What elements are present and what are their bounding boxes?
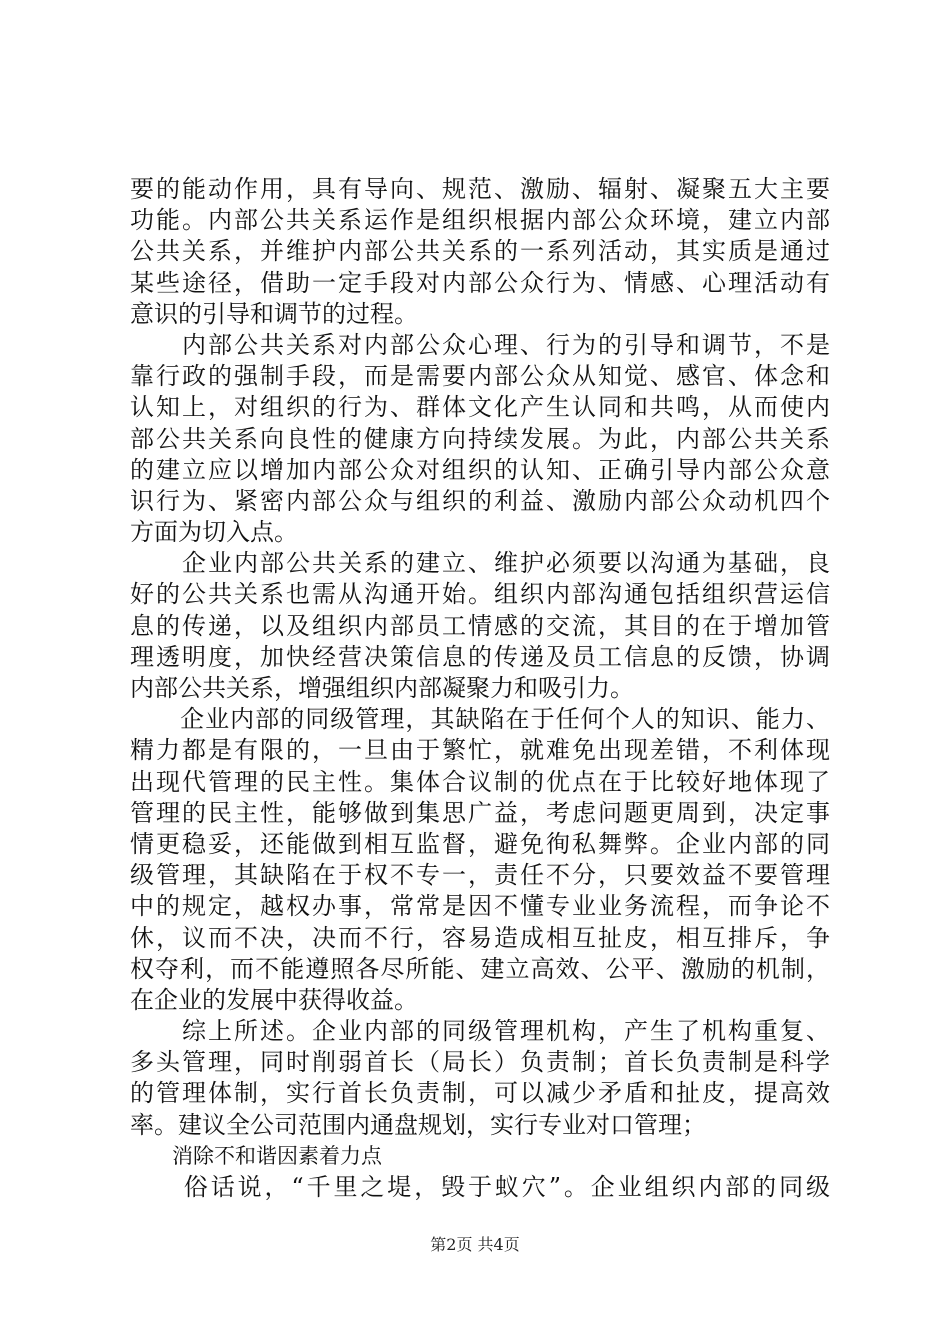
text-line: 某些途径，借助一定手段对内部公众行为、情感、心理活动有 xyxy=(130,268,830,297)
text-line: 息的传递，以及组织内部员工情感的交流，其目的在于增加管 xyxy=(130,611,830,640)
text-line: 多头管理，同时削弱首长（局长）负责制；首长负责制是科学 xyxy=(130,1048,830,1077)
text-line: 意识的引导和调节的过程。 xyxy=(130,299,418,328)
text-line: 权夺利，而不能遵照各尽所能、建立高效、公平、激励的机制， xyxy=(130,954,830,983)
text-line: 认知上，对组织的行为、群体文化产生认同和共鸣，从而使内 xyxy=(130,393,830,422)
text-line: 俗话说，“千里之堤，毁于蚁穴”。企业组织内部的同级 xyxy=(130,1173,830,1201)
text-line: 部公共关系向良性的健康方向持续发展。为此，内部公共关系 xyxy=(130,424,830,453)
text-line: 级管理，其缺陷在于权不专一，责任不分，只要效益不要管理 xyxy=(130,861,830,890)
body-text xyxy=(130,174,830,1203)
text-line: 情更稳妥，还能做到相互监督，避免徇私舞弊。企业内部的同 xyxy=(130,829,830,858)
text-line: 出现代管理的民主性。集体合议制的优点在于比较好地体现了 xyxy=(130,767,830,796)
text-line: 内部公共关系，增强组织内部凝聚力和吸引力。 xyxy=(130,674,634,702)
text-line: 靠行政的强制手段，而是需要内部公众从知觉、感官、体念和 xyxy=(130,362,830,391)
text-line: 率。建议全公司范围内通盘规划，实行专业对口管理； xyxy=(130,1110,706,1139)
text-line: 好的公共关系也需从沟通开始。组织内部沟通包括组织营运信 xyxy=(130,580,830,609)
text-line: 方面为切入点。 xyxy=(130,518,298,547)
section-heading: 消除不和谐因素着力点 xyxy=(130,1143,382,1168)
text-line: 的管理体制，实行首长负责制，可以减少矛盾和扯皮，提高效 xyxy=(130,1079,830,1108)
text-line: 内部公共关系对内部公众心理、行为的引导和调节，不是 xyxy=(130,330,830,359)
text-line: 企业内部的同级管理，其缺陷在于任何个人的知识、能力、 xyxy=(130,705,830,734)
text-line: 识行为、紧密内部公众与组织的利益、激励内部公众动机四个 xyxy=(130,486,830,515)
text-line: 精力都是有限的，一旦由于繁忙，就难免出现差错，不利体现 xyxy=(130,736,830,765)
text-line: 在企业的发展中获得收益。 xyxy=(130,985,418,1014)
text-line: 理透明度，加快经营决策信息的传递及员工信息的反馈，协调 xyxy=(130,642,830,671)
text-line: 功能。内部公共关系运作是组织根据内部公众环境，建立内部 xyxy=(130,206,830,235)
page-number-footer: 第2页 共4页 xyxy=(430,1235,520,1254)
text-line: 的建立应以增加内部公众对组织的认知、正确引导内部公众意 xyxy=(130,455,830,484)
text-line: 要的能动作用，具有导向、规范、激励、辐射、凝聚五大主要 xyxy=(130,175,830,203)
text-line: 休，议而不决，决而不行，容易造成相互扯皮，相互排斥，争 xyxy=(130,923,830,952)
text-line: 综上所述。企业内部的同级管理机构，产生了机构重复、 xyxy=(130,1017,830,1046)
text-line: 企业内部公共关系的建立、维护必须要以沟通为基础，良 xyxy=(130,549,830,578)
text-line: 公共关系，并维护内部公共关系的一系列活动，其实质是通过 xyxy=(130,237,830,266)
text-line: 中的规定，越权办事，常常是因不懂专业业务流程，而争论不 xyxy=(130,892,830,921)
text-line: 管理的民主性，能够做到集思广益，考虑问题更周到，决定事 xyxy=(130,798,830,827)
